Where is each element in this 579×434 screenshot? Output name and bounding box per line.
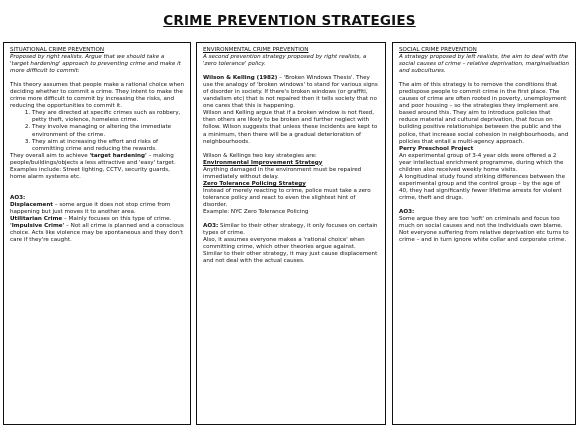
social-ao3-heading: AO3:	[399, 208, 415, 215]
environmental-ao3-heading: AO3:	[203, 223, 219, 230]
environmental-ao3-similar: Similar to their other strategy, it may just cause displacement and not deal with the actual causes.	[203, 251, 378, 265]
page-title: CRIME PREVENTION STRATEGIES	[163, 13, 416, 29]
situational-column	[3, 42, 191, 425]
utilitarian-term: Utilitarian Crime	[10, 215, 63, 222]
displacement-term: Displacement	[10, 201, 53, 208]
strategy-2-text: Instead of merely reacting to crime, police must take a zero tolerance policy and react to even the slightest hint of disorder.	[203, 187, 371, 208]
situational-point: 3. They aim at increasing the effort and risks of committing crime and reducing the rewards.	[32, 139, 184, 153]
utilitarian-point	[10, 216, 184, 223]
social-column	[392, 42, 576, 425]
broken-windows-thesis	[203, 75, 379, 110]
aim-target-hardening: 'target hardening'	[89, 152, 147, 159]
displacement-point	[10, 202, 184, 216]
situational-point: 1. They are directed at specific crimes such as robbery, petty theft, violence, homeless crime.	[32, 110, 184, 124]
strategy-1-text: Anything damaged in the environment must be repaired immediately without delay.	[203, 166, 362, 180]
situational-examples: Examples include: Street lighting, CCTV, security guards, home alarm systems etc.	[10, 166, 170, 180]
social-ao3-not: Not everyone suffering from relative deprivation etc turns to crime – and in turn ignore white collar and corporate crime.	[399, 230, 569, 244]
impulsive-text: – Not all crime is planned and a conscious choice. Acts like violence may be spontaneous and they don't care if they're caught.	[10, 223, 184, 244]
environmental-ao3-text: Similar to their other strategy, it only focuses on certain types of crime.	[203, 223, 378, 237]
environmental-ao3	[203, 223, 379, 237]
environmental-example: Example: NYC Zero Tolerance Policing	[203, 208, 309, 215]
social-ao3-soft: Some argue they are too 'soft' on criminals and focus too much on social causes and not the individuals own blame.	[399, 216, 563, 230]
thesis-title: Wilson & Kelling (1982)	[203, 75, 278, 82]
utilitarian-text: – Mainly focuses on this type of crime.	[62, 215, 172, 222]
impulsive-point	[10, 223, 184, 244]
situational-point: 2. They involve managing or altering the immediate environment of the crime.	[32, 124, 184, 138]
displacement-text: – some argue it does not stop crime from happening but just moves it to another area.	[10, 201, 171, 215]
longitudinal-study-text: A longitudinal study found striking differences between the experimental group and the control group – by the age of 40, they had significantly fewer lifetime arrests for violent crime, theft and drugs.	[399, 173, 566, 201]
situational-points-list	[10, 110, 184, 152]
aim-prefix: They overall aim to achieve	[10, 152, 90, 159]
impulsive-term: 'Impulsive Crime'	[10, 223, 65, 230]
situational-intro: Proposed by right realists. Argue that we should take a 'target hardening' approach to preventing crime and make it more difficult to commit:	[10, 54, 181, 75]
strategies-intro: Wilson & Kellings two key strategies are:	[203, 152, 317, 159]
environmental-column	[196, 42, 386, 425]
environmental-heading: ENVIRONMENTAL CRIME PREVENTION	[203, 47, 309, 53]
environmental-intro: A second prevention strategy proposed by right realists, a 'zero tolerance' policy.	[203, 54, 367, 68]
perry-project-text: An experimental group of 3-4 year olds were offered a 2 year intellectual enrichment programme, during which the children also received weekly home visits.	[399, 152, 564, 173]
situational-aim	[10, 153, 184, 167]
thesis-text: – 'Broken Windows Thesis'. They use the analogy of 'broken windows' to stand for various signs of disorder in society. If there's broken windows (or graffiti, vandalism etc) that is not repaired then it tells society that no one cares that this is happening.	[203, 75, 378, 110]
strategy-2-title: Zero Tolerance Policing Strategy	[203, 180, 306, 187]
strategy-1-title: Environmental Improvement Strategy	[203, 159, 323, 166]
aim-suffix: – making people/buildings/objects a less attractive and 'easy' target.	[10, 152, 176, 166]
environmental-ao3-rational: Also, it assumes everyone makes a 'rational choice' when committing crime, which other theories argue against.	[203, 237, 365, 251]
perry-project-title: Perry Preschool Project	[399, 145, 474, 152]
situational-heading: SITUATIONAL CRIME PREVENTION	[10, 47, 105, 53]
social-aim: The aim of this strategy is to remove the conditions that predispose people to commit crime in the first place. The causes of crime are often rooted in poverty, unemployment and poor housing – so the strategies they implement are based around this. They aim to introduce policies that reduce material and cultural deprivation, that focus on building positive relationships between the public and the police, that increase social cohesion in neighbourhoods, and policies that entail a multi-agency approach.	[399, 82, 569, 145]
environmental-argue: Wilson and Kelling argue that if a broken window is not fixed, then others are likely to be broken and further neglect with follow. Wilson suggests that unless these incidents are kept to a minimum, then there will be a gradual deterioration of neighbourhoods.	[203, 110, 378, 145]
situational-ao3-heading: AO3:	[10, 194, 26, 201]
situational-theory: This theory assumes that people make a rational choice when deciding whether to commit a crime. They intent to make the crime more difficult to commit by increasing the risks, and reducing the opportunities to commit it.	[10, 82, 185, 110]
social-intro: A strategy proposed by left realists, the aim to deal with the social causes of crime – relative deprivation, marginalisation and subcultures.	[399, 54, 569, 75]
social-heading: SOCIAL CRIME PREVENTION	[399, 47, 477, 53]
